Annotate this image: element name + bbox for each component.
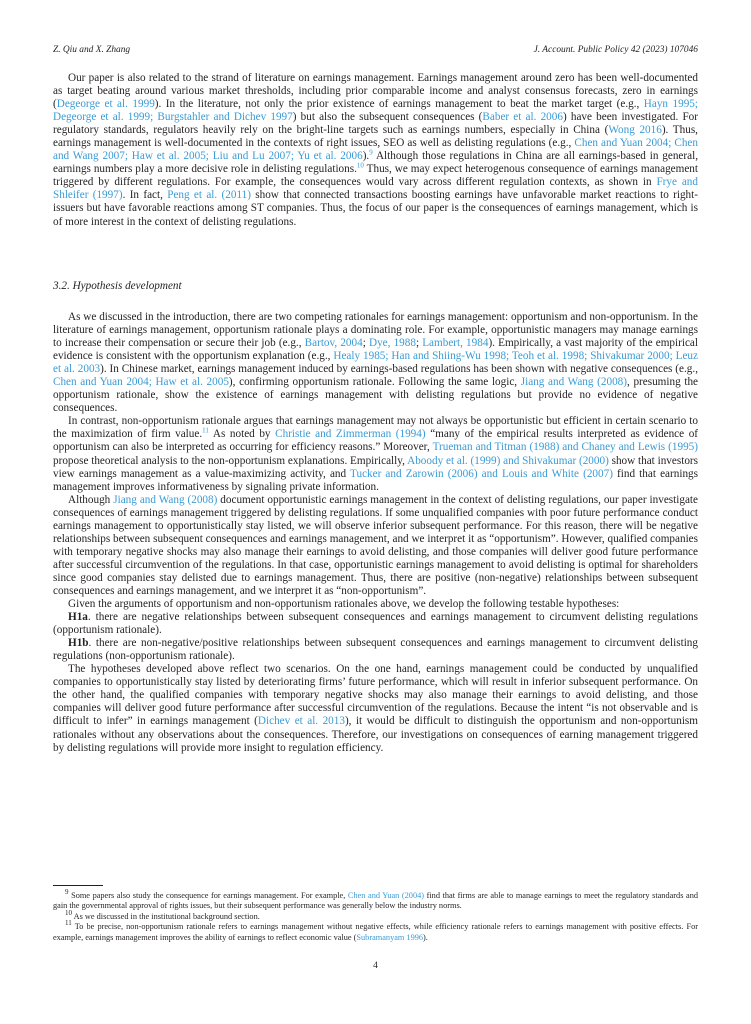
citation-link[interactable]: Christie and Zimmerman (1994) xyxy=(275,428,426,441)
citation-link[interactable]: Dye, 1988 xyxy=(368,337,416,350)
header-journal: J. Account. Public Policy 42 (2023) 107046 xyxy=(533,45,698,55)
citation-link[interactable]: Tucker and Zarowin (2006) and Louis and White (2007) xyxy=(350,467,613,480)
citation-link[interactable]: Lambert, 1984 xyxy=(422,337,489,350)
citation-link[interactable]: Aboody et al. (1999) and Shivakumar (2000) xyxy=(407,454,609,467)
paragraph-hypotheses-intro: Given the arguments of opportunism and non-opportunism rationales above, we develop the following testable hypotheses: xyxy=(68,598,620,611)
footnote-ref-10[interactable]: 10 xyxy=(356,161,364,170)
citation-link[interactable]: Jiang and Wang (2008) xyxy=(520,376,627,389)
footnotes xyxy=(53,888,698,943)
paragraph-delisting-consequences: Although Jiang and Wang (2008) document opportunistic earnings management in the context of delisting regulations, our paper investigate consequences of earnings management triggered by delisting regulations. If some unqualified companies with poor future performance conduct earnings management to opportunistically stay listed, we will observe inferior subsequent performance. For this reason, there will be negative relationships between subsequent consequences and earnings management, and we interpret it as “opportunism”. However, qualified companies with temporary negative shocks may also manage their earnings to avoid delisting, and those companies will deliver good future performance after successful circumvention of the regulations. In that case, opportunistic earnings management to avoid delisting is optimal for shareholders since good companies stay delisted due to earnings management. Thus, there are positive (non-negative) relationships between subsequent consequences and earnings management, and we interpret it as “non-opportunism”. xyxy=(53,493,698,597)
citation-link[interactable]: Degeorge et al. 1999 xyxy=(56,98,155,111)
hypothesis-section-body xyxy=(53,311,698,755)
paragraph-scenarios: The hypotheses developed above reflect two scenarios. On the one hand, earnings management could be conducted by unqualified companies to opportunistically stay listed by deteriorating firms’ future performance, which will result in inferior subsequent performance. On the other hand, the qualified companies with temporary negative shocks may also manage their earnings to avoid delisting, and those companies will deliver good future performance after successful circumvention of the regulations. Because the intent “is not observable and is difficult to infer” in earnings management (Dichev et al. 2013), it would be difficult to distinguish the opportunism and non-opportunism rationales without any observations about the consequences. Therefore, our investigations on consequences of earning management triggered by delisting regulations will provide more insight to regulation efficiency. xyxy=(53,663,698,754)
hypothesis-h1b: H1b. there are non-negative/positive relationships between subsequent consequences and earnings management to circumvent delisting regulations (non-opportunism rationale). xyxy=(53,637,698,663)
citation-link[interactable]: Baber et al. 2006 xyxy=(482,111,563,124)
citation-link[interactable]: Jiang and Wang (2008) xyxy=(113,493,218,506)
hypothesis-label: H1a xyxy=(68,611,88,624)
hypothesis-h1a: H1a. there are negative relationships between subsequent consequences and earnings management to circumvent delisting regulations (opportunism rationale). xyxy=(53,611,698,637)
running-header xyxy=(53,45,698,59)
citation-link[interactable]: Subramanyam 1996 xyxy=(356,932,424,942)
paragraph-non-opportunism: In contrast, non-opportunism rationale argues that earnings management may not always be opportunistic but efficient in certain scenario to the maximization of firm value.$^{11}$ As noted by Christie and Zimmerman (1994) “many of the empirical results interpreted as evidence of opportunism can also be interpreted as occurring for efficiency reasons.” Moreover, Trueman and Titman (1988) and Chaney and Lewis (1995) propose theoretical analysis to the non-opportunism explanations. Empirically, Aboody et al. (1999) and Shivakumar (2000) show that investors view earnings management as a value-maximizing activity, and Tucker and Zarowin (2006) and Louis and White (2007) find that earnings management improves informativeness by signaling private information. xyxy=(53,415,699,493)
footnote-ref-11[interactable]: 11 xyxy=(202,426,209,435)
citation-link[interactable]: Chen and Yuan 2004; Chen and Wang 2007; Haw et al. 2005; Liu and Lu 2007; Yu et al. 2006 xyxy=(53,137,698,163)
citation-link[interactable]: Chen and Yuan 2004; Haw et al. 2005 xyxy=(53,376,229,389)
citation-link[interactable]: Peng et al. (2011) xyxy=(167,189,251,202)
citation-link[interactable]: Healy 1985; Han and Shiing-Wu 1998; Teoh et al. 1998; Shivakumar 2000; Leuz et al. 2003 xyxy=(53,350,698,376)
citation-link[interactable]: Chen and Yuan (2004) xyxy=(347,891,425,900)
citation-link[interactable]: Wong 2016 xyxy=(608,124,662,137)
citation-link[interactable]: Frye and Shleifer (1997) xyxy=(53,176,698,202)
hypothesis-label: H1b xyxy=(68,637,89,650)
footnote-10: $^{10}$ As we discussed in the institutional background section. xyxy=(65,909,260,921)
page-number: 4 xyxy=(373,961,378,971)
paragraph-earnings-management-literature: Our paper is also related to the strand of literature on earnings management. Earnings management around zero has been well-documented as target beating around various market thresholds, including prior comparable income and analyst consensus forecasts, zero in earnings (Degeorge et al. 1999). In the literature, not only the prior existence of earnings management to beat the market target (e.g., Hayn 1995; Degeorge et al. 1999; Burgstahler and Dichev 1997) but also the subsequent consequences (Baber et al. 2006) have been investigated. For regulatory standards, regulators heavily rely on the bright-line targets such as earnings numbers, especially in China (Wong 2016). Thus, earnings management is well-documented in the contexts of right issues, SEO as well as delisting regulations (e.g., Chen and Yuan 2004; Chen and Wang 2007; Haw et al. 2005; Liu and Lu 2007; Yu et al. 2006).$^9$ Although those regulations in China are all earnings-based in general, earnings numbers play a more decisive role in delisting regulations.$^{10}$ Thus, we may expect heterogenous consequence of earnings management triggered by different regulations. For example, the consequences would vary across different regulation contexts, as shown in Frye and Shleifer (1997). In fact, Peng et al. (2011) show that connected transactions boosting earnings have unfavorable market reactions to right-issuers but have favorable reactions among ST companies. Thus, the focus of our paper is the consequences of earnings management, which is of more interest in the context of delisting regulations. xyxy=(53,72,699,228)
citation-link[interactable]: Hayn 1995; Degeorge et al. 1999; Burgstahler and Dichev 1997 xyxy=(53,98,698,124)
citation-link[interactable]: Dichev et al. 2013 xyxy=(257,715,345,728)
footnote-9: $^9$ Some papers also study the consequence for earnings management. For example, Chen and Yuan (2004) find that firms are able to manage earnings to meet the regulatory standards and gain the governmental approval of rights issues, but their subsequent performance was generally below the industry norms. xyxy=(53,888,698,911)
footnote-ref-9[interactable]: 9 xyxy=(369,148,373,157)
citation-link[interactable]: Trueman and Titman (1988) and Chaney and Lewis (1995) xyxy=(432,441,699,454)
header-authors: Z. Qiu and X. Zhang xyxy=(53,45,131,55)
section-heading: 3.2. Hypothesis development xyxy=(53,280,182,292)
citation-link[interactable]: Bartov, 2004 xyxy=(304,337,363,350)
paragraph-opportunism: As we discussed in the introduction, there are two competing rationales for earnings management: opportunism and non-opportunism. In the literature of earnings management, opportunism rationale plays a dominating role. For example, opportunistic managers may manage earnings to increase their compensation or secure their job (e.g., Bartov, 2004; Dye, 1988; Lambert, 1984). Empirically, a vast majority of the empirical evidence is consistent with the opportunism explanation (e.g., Healy 1985; Han and Shiing-Wu 1998; Teoh et al. 1998; Shivakumar 2000; Leuz et al. 2003). In Chinese market, earnings management induced by earnings-based regulations has been shown with negative consequences (e.g., Chen and Yuan 2004; Haw et al. 2005), confirming opportunism rationale. Following the same logic, Jiang and Wang (2008), presuming the opportunism rationale, show the existence of earnings management with delisting regulations but provide no evidence of negative consequences. xyxy=(53,311,699,415)
footnote-11: $^{11}$ To be precise, non-opportunism rationale refers to earnings management without negative effects, while efficiency rationale refers to earnings management with positive effects. For example, earnings management improves the ability of earnings to reflect economic value (Subramanyam 1996). xyxy=(53,919,698,942)
footnote-divider xyxy=(53,885,103,886)
